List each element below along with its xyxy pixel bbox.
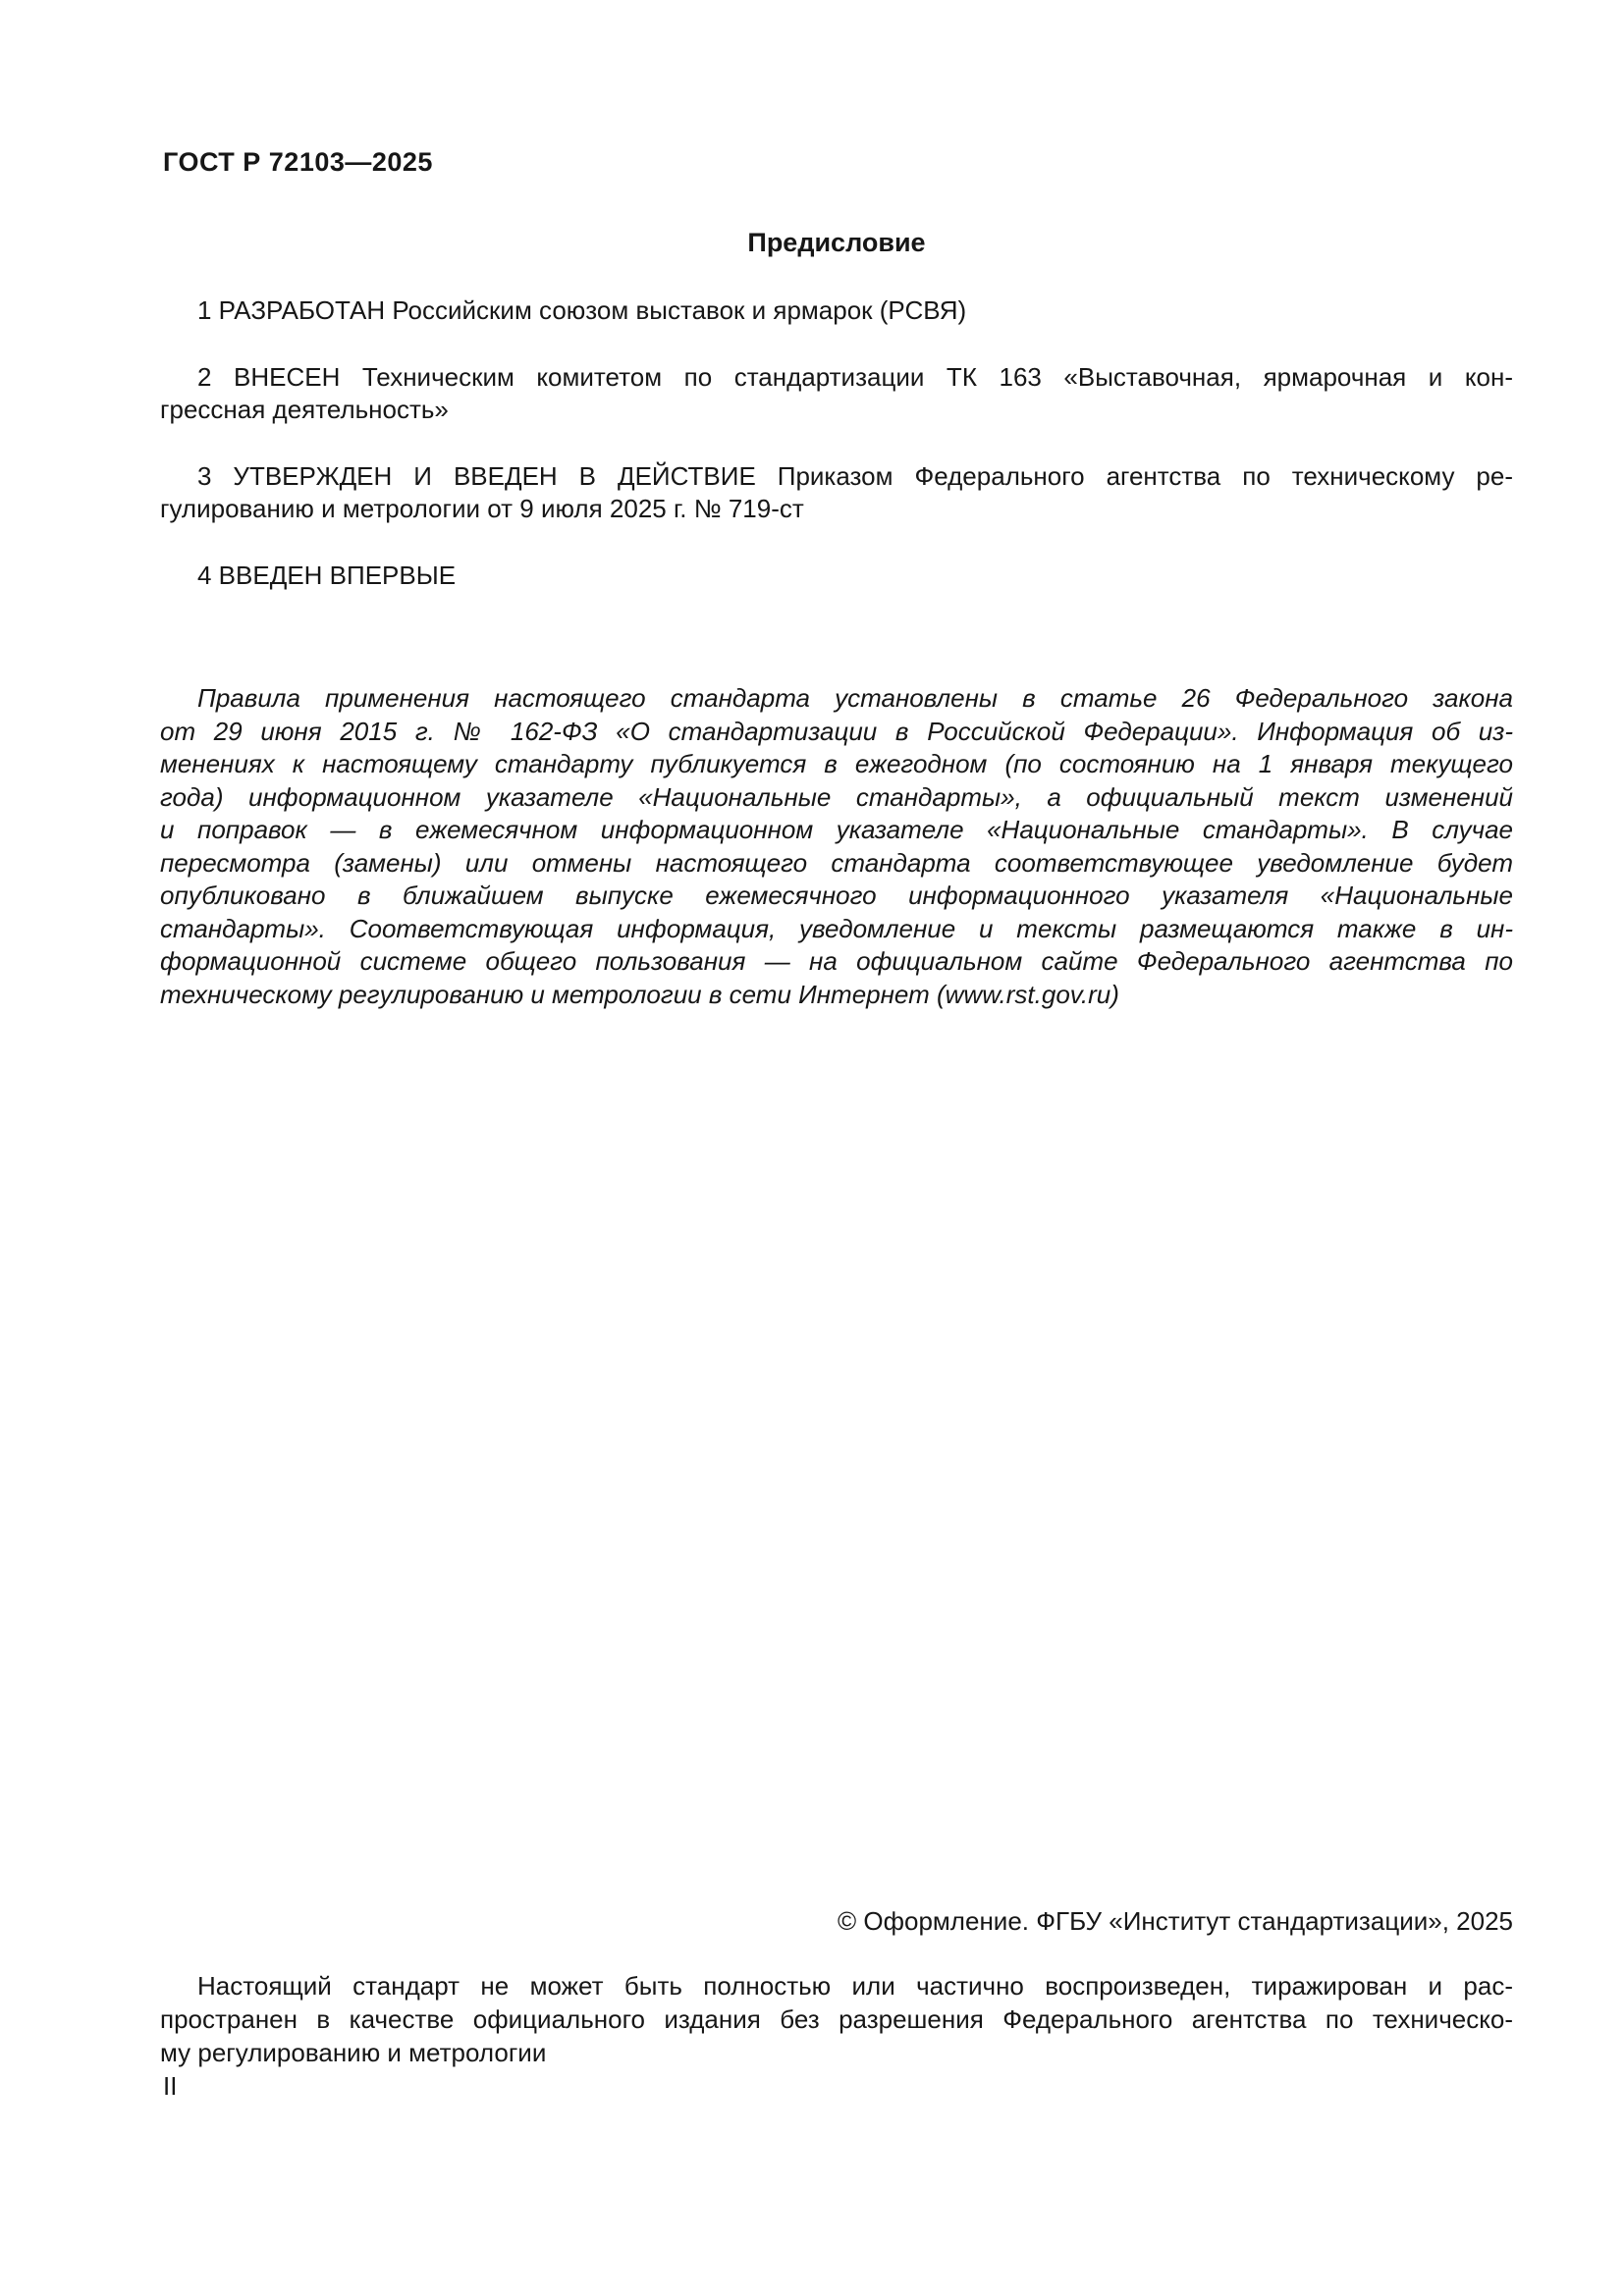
foreword-section xyxy=(160,294,1513,625)
text-line: и поправок — в ежемесячном информационном указателе «Национальные стандарты». В случае xyxy=(160,815,1513,844)
text-line: 4 ВВЕДЕН ВПЕРВЫЕ xyxy=(197,560,457,590)
text-line: му регулированию и метрологии xyxy=(160,2038,547,2067)
foreword-item-first-introduced xyxy=(160,560,1513,593)
text-line: Настоящий стандарт не может быть полностью или частично воспроизведен, тиражирован и рас- xyxy=(197,1971,1513,2001)
text-line: стандарты». Соответствующая информация, уведомление и тексты размещаются также в ин- xyxy=(160,913,1513,943)
text-line: года) информационном указателе «Национальные стандарты», а официальный текст изменений xyxy=(160,781,1513,812)
text-line: менениях к настоящему стандарту публикуется в ежегодном (по состоянию на 1 января текущего xyxy=(160,749,1513,778)
doc-code: ГОСТ Р 72103—2025 xyxy=(163,147,433,177)
foreword-item-developed xyxy=(160,294,1513,328)
application-rules-note xyxy=(160,682,1513,1011)
reproduction-notice xyxy=(160,1969,1513,2069)
text-line: опубликовано в ближайшем выпуске ежемесячного информационного указателя «Национальные xyxy=(160,881,1513,910)
section-title: Предисловие xyxy=(747,228,926,257)
foreword-item-submitted xyxy=(160,361,1513,427)
text-line: 3 УТВЕРЖДЕН И ВВЕДЕН В ДЕЙСТВИЕ Приказом Федерального агентства по техническому ре- xyxy=(197,460,1513,491)
text-line: грессная деятельность» xyxy=(160,395,449,424)
text-line: 1 РАЗРАБОТАН Российским союзом выставок и ярмарок (РСВЯ) xyxy=(197,295,967,325)
text-line: техническому регулированию и метрологии в сети Интернет (www.rst.gov.ru) xyxy=(160,979,1119,1009)
foreword-item-approved xyxy=(160,460,1513,526)
text-line: формационной системе общего пользования — на официальном сайте Федерального агентства по xyxy=(160,946,1513,976)
text-line: 2 ВНЕСЕН Техническим комитетом по стандартизации ТК 163 «Выставочная, ярмарочная и кон- xyxy=(197,361,1513,392)
copyright-line: © Оформление. ФГБУ «Институт стандартизации», 2025 xyxy=(838,1906,1513,1936)
page-number: II xyxy=(163,2071,178,2101)
text-line: от 29 июня 2015 г. № 162-ФЗ «О стандартизации в Российской Федерации». Информация об из- xyxy=(160,716,1513,746)
text-line: пространен в качестве официального издания без разрешения Федерального агентства по техническо- xyxy=(160,2004,1513,2034)
text-line: Правила применения настоящего стандарта установлены в статье 26 Федерального закона xyxy=(197,683,1513,713)
text-line: гулированию и метрологии от 9 июля 2025 г. № 719-ст xyxy=(160,494,804,523)
text-line: пересмотра (замены) или отмены настоящего стандарта соответствующее уведомление будет xyxy=(160,847,1513,878)
